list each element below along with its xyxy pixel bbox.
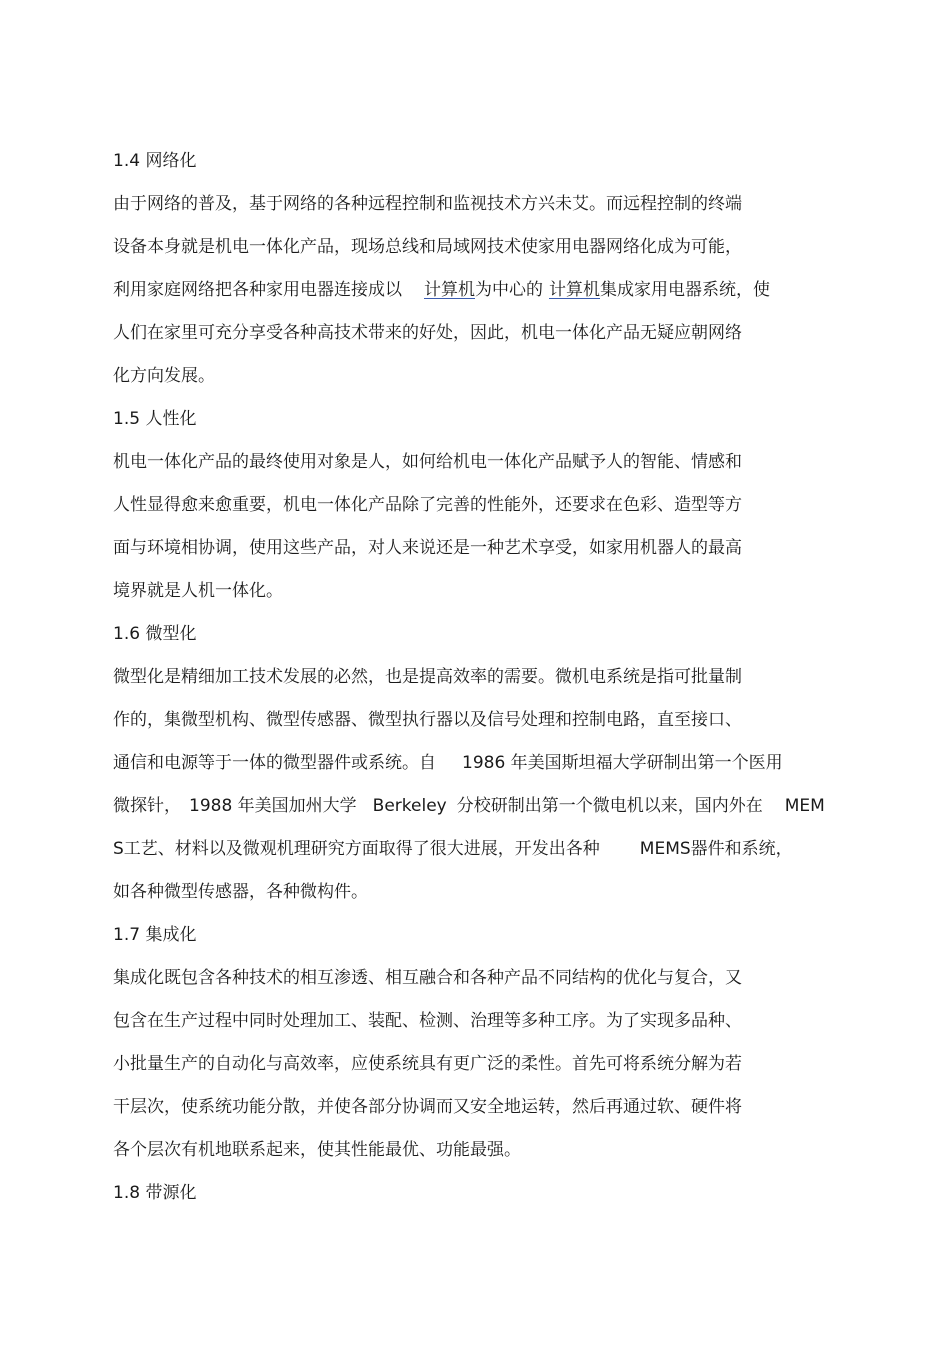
paragraph-line: 各个层次有机地联系起来，使其性能最优、功能最强。 — [113, 1140, 521, 1160]
text-span: MEM — [784, 796, 825, 816]
text-span: 分校研制出第一个微电机以来，国内外在 — [456, 796, 763, 816]
paragraph-line: 微型化是精细加工技术发展的必然，也是提高效率的需要。微机电系统是指可批量制 — [113, 667, 742, 687]
paragraph-line — [113, 795, 825, 817]
paragraph-line: 面与环境相协调，使用这些产品，对人来说还是一种艺术享受，如家用机器人的最高 — [113, 538, 742, 558]
section-heading-power-source: 1.8 带源化 — [113, 1183, 197, 1203]
text-span: 利用家庭网络把各种家用电器连接成以 — [113, 280, 402, 300]
paragraph-line: 如各种微型传感器，各种微构件。 — [113, 882, 368, 902]
section-heading-integration: 1.7 集成化 — [113, 925, 197, 945]
computer-link[interactable]: 计算机 — [424, 280, 475, 300]
paragraph-line: 包含在生产过程中同时处理加工、装配、检测、治理等多种工序。为了实现多品种、 — [113, 1011, 742, 1031]
paragraph-line: 机电一体化产品的最终使用对象是人，如何给机电一体化产品赋予人的智能、情感和 — [113, 452, 742, 472]
paragraph-line: 作的，集微型机构、微型传感器、微型执行器以及信号处理和控制电路，直至接口、 — [113, 710, 742, 730]
paragraph-line: 人性显得愈来愈重要，机电一体化产品除了完善的性能外，还要求在色彩、造型等方 — [113, 495, 742, 515]
paragraph-line — [113, 752, 783, 774]
text-span: S工艺、材料以及微观机理研究方面取得了很大进展，开发出各种 — [113, 839, 600, 859]
paragraph-line: 小批量生产的自动化与高效率，应使系统具有更广泛的柔性。首先可将系统分解为若 — [113, 1054, 742, 1074]
text-span: 为中心的 — [475, 280, 543, 300]
text-span: 1986 年美国斯坦福大学研制出第一个医用 — [462, 753, 783, 773]
text-span: 1988 年美国加州大学 — [189, 796, 357, 816]
text-span: 通信和电源等于一体的微型器件或系统。自 — [113, 753, 436, 773]
paragraph-line: 人们在家里可充分享受各种高技术带来的好处，因此，机电一体化产品无疑应朝网络 — [113, 323, 742, 343]
paragraph-line: 设备本身就是机电一体化产品，现场总线和局域网技术使家用电器网络化成为可能， — [113, 237, 742, 257]
text-span: 集成家用电器系统，使 — [600, 280, 770, 300]
paragraph-line — [113, 838, 793, 860]
text-span: MEMS — [639, 839, 691, 859]
paragraph-line: 境界就是人机一体化。 — [113, 581, 283, 601]
text-span: 器件和系统， — [690, 839, 793, 859]
computer-link[interactable]: 计算机 — [549, 280, 600, 300]
paragraph-line: 集成化既包含各种技术的相互渗透、相互融合和各种产品不同结构的优化与复合，又 — [113, 968, 742, 988]
text-span: 微探针， — [113, 796, 181, 816]
paragraph-line: 化方向发展。 — [113, 366, 215, 386]
paragraph-line: 由于网络的普及，基于网络的各种远程控制和监视技术方兴未艾。而远程控制的终端 — [113, 194, 742, 214]
section-heading-miniaturization: 1.6 微型化 — [113, 624, 197, 644]
section-heading-network: 1.4 网络化 — [113, 151, 197, 171]
section-heading-humanization: 1.5 人性化 — [113, 409, 197, 429]
text-span: Berkeley — [372, 796, 447, 816]
paragraph-line: 干层次，使系统功能分散，并使各部分协调而又安全地运转，然后再通过软、硬件将 — [113, 1097, 742, 1117]
paragraph-line — [113, 279, 770, 301]
